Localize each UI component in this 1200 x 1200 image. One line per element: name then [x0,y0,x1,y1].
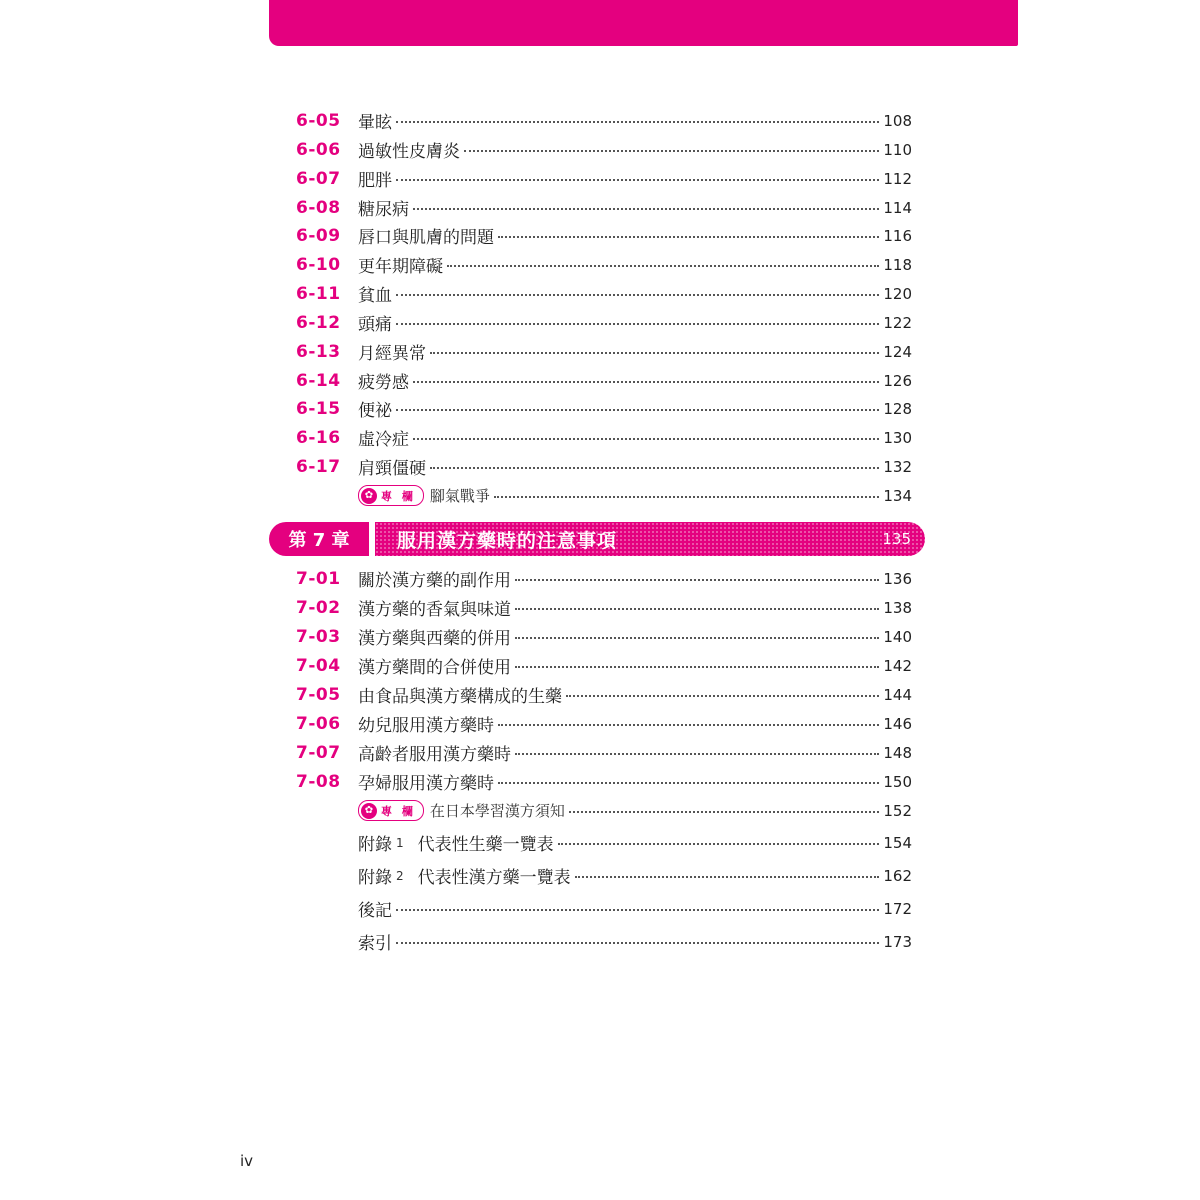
toc-entry-6-14[interactable] [296,366,912,395]
dot-leader [498,782,879,784]
entry-code: 6-14 [296,370,341,391]
appendix-number: 2 [396,868,404,883]
entry-page: 146 [883,714,912,733]
dot-leader [515,637,879,639]
entry-page: 150 [883,772,912,791]
entry-page: 116 [883,226,912,245]
entry-page: 124 [883,342,912,361]
entry-code: 7-01 [296,568,341,589]
entry-title: 腳氣戰爭 [429,487,490,505]
entry-page: 112 [883,169,912,188]
dot-leader [413,438,879,440]
entry-code: 7-05 [296,684,341,705]
header-bar [269,0,1018,46]
entry-page: 132 [883,457,912,476]
entry-page: 138 [883,598,912,617]
entry-code: 7-04 [296,655,341,676]
entry-title: 附錄 [358,835,392,855]
entry-code: 6-09 [296,225,341,246]
entry-title: 索引 [358,934,392,954]
toc-entry-6-09[interactable] [296,221,912,250]
toc-entry-6-05[interactable] [296,106,912,135]
dot-leader [498,724,879,726]
entry-code: 7-07 [296,742,341,763]
dot-leader [566,695,879,697]
entry-code: 6-05 [296,110,341,131]
entry-title: 孕婦服用漢方藥時 [358,774,494,794]
toc-entry-7-04[interactable] [296,651,912,680]
dot-leader [515,753,879,755]
toc-entry-7-05[interactable] [296,680,912,709]
toc-appendix-2[interactable] [358,861,912,890]
entry-title: 肥胖 [358,171,392,191]
entry-code: 7-03 [296,626,341,647]
entry-code: 7-02 [296,597,341,618]
entry-title: 在日本學習漢方須知 [429,802,565,820]
entry-title: 疲勞感 [358,373,409,393]
column-badge [358,485,424,506]
dot-leader [396,909,879,911]
entry-page: 108 [883,111,912,130]
entry-code: 6-07 [296,168,341,189]
dot-leader [494,496,880,498]
toc-entry-7-07[interactable] [296,738,912,767]
entry-page: 172 [883,899,912,918]
entry-code: 6-11 [296,283,341,304]
dot-leader [515,579,879,581]
chapter-title: 服用漢方藥時的注意事項 [397,529,618,552]
entry-title: 由食品與漢方藥構成的生藥 [358,687,562,707]
toc-entry-7-06[interactable] [296,709,912,738]
dot-leader [396,121,879,123]
dot-leader [396,323,879,325]
dot-leader [575,876,880,878]
dot-leader [396,409,879,411]
page-number: iv [240,1152,254,1170]
entry-title: 幼兒服用漢方藥時 [358,716,494,736]
entry-title: 肩頸僵硬 [358,459,426,479]
toc-entry-6-13[interactable] [296,337,912,366]
dot-leader [515,666,879,668]
entry-subtitle: 代表性生藥一覽表 [417,835,554,855]
entry-title: 漢方藥間的合併使用 [358,658,511,678]
toc-entry-7-01[interactable] [296,564,912,593]
entry-title: 貧血 [358,286,392,306]
toc-column-entry[interactable] [296,796,912,825]
toc-entry-6-08[interactable] [296,193,912,222]
entry-code: 6-17 [296,456,341,477]
entry-title: 高齡者服用漢方藥時 [358,745,511,765]
toc-entry-7-02[interactable] [296,593,912,622]
entry-title: 漢方藥與西藥的併用 [358,629,511,649]
dot-leader [515,608,879,610]
entry-title: 更年期障礙 [358,257,443,277]
dot-leader [558,843,880,845]
entry-title: 漢方藥的香氣與味道 [358,600,511,620]
entry-title: 唇口與肌膚的問題 [358,228,494,248]
toc-entry-6-15[interactable] [296,394,912,423]
dot-leader [413,381,879,383]
toc-column-entry[interactable] [296,481,912,510]
entry-page: 120 [883,284,912,303]
entry-title: 月經異常 [358,344,426,364]
toc-entry-6-16[interactable] [296,423,912,452]
entry-page: 140 [883,627,912,646]
toc-appendix-1[interactable] [358,828,912,857]
entry-code: 6-13 [296,341,341,362]
entry-page: 128 [883,399,912,418]
entry-code: 6-06 [296,139,341,160]
dot-leader [464,150,879,152]
dot-leader [396,179,879,181]
entry-title: 頭痛 [358,315,392,335]
entry-page: 154 [883,833,912,852]
entry-page: 152 [883,801,912,820]
toc-entry-6-17[interactable] [296,452,912,481]
toc-entry-6-11[interactable] [296,279,912,308]
entry-title: 便祕 [358,401,392,421]
chapter-label: 第 7 章 [269,522,369,556]
toc-entry-6-12[interactable] [296,308,912,337]
chapter-page: 135 [882,530,911,548]
entry-page: 118 [883,255,912,274]
entry-page: 144 [883,685,912,704]
chapter-banner[interactable] [269,522,925,556]
entry-title: 糖尿病 [358,200,409,220]
entry-code: 6-15 [296,398,341,419]
toc-entry-7-08[interactable] [296,767,912,796]
column-badge-label: 專 欄 [381,489,416,503]
entry-code: 6-16 [296,427,341,448]
entry-page: 126 [883,371,912,390]
entry-title: 暈眩 [358,113,392,133]
dot-leader [396,942,879,944]
dot-leader [413,208,879,210]
toc-afterword[interactable] [358,894,912,923]
chapter-title-bar [375,522,925,556]
flower-icon: ✿ [361,488,377,504]
dot-leader [430,352,879,354]
entry-code: 7-06 [296,713,341,734]
entry-page: 114 [883,198,912,217]
entry-title: 附錄 [358,868,392,888]
entry-page: 162 [883,866,912,885]
entry-page: 134 [883,486,912,505]
dot-leader [498,236,879,238]
flower-icon: ✿ [361,803,377,819]
entry-page: 148 [883,743,912,762]
toc-entry-6-10[interactable] [296,250,912,279]
entry-page: 122 [883,313,912,332]
toc-entry-6-07[interactable] [296,164,912,193]
entry-code: 6-10 [296,254,341,275]
toc-index[interactable] [358,927,912,956]
entry-title: 過敏性皮膚炎 [358,142,460,162]
entry-page: 142 [883,656,912,675]
entry-title: 後記 [358,901,392,921]
column-badge [358,800,424,821]
entry-code: 7-08 [296,771,341,792]
entry-title: 虛冷症 [358,430,409,450]
entry-page: 110 [883,140,912,159]
toc-entry-7-03[interactable] [296,622,912,651]
dot-leader [430,467,879,469]
entry-subtitle: 代表性漢方藥一覽表 [417,868,571,888]
dot-leader [447,265,879,267]
entry-title: 關於漢方藥的副作用 [358,571,511,591]
toc-entry-6-06[interactable] [296,135,912,164]
column-badge-label: 專 欄 [381,804,416,818]
dot-leader [396,294,879,296]
entry-page: 173 [883,932,912,951]
appendix-number: 1 [396,835,404,850]
entry-page: 130 [883,428,912,447]
entry-code: 6-12 [296,312,341,333]
dot-leader [569,811,880,813]
entry-code: 6-08 [296,197,341,218]
entry-page: 136 [883,569,912,588]
